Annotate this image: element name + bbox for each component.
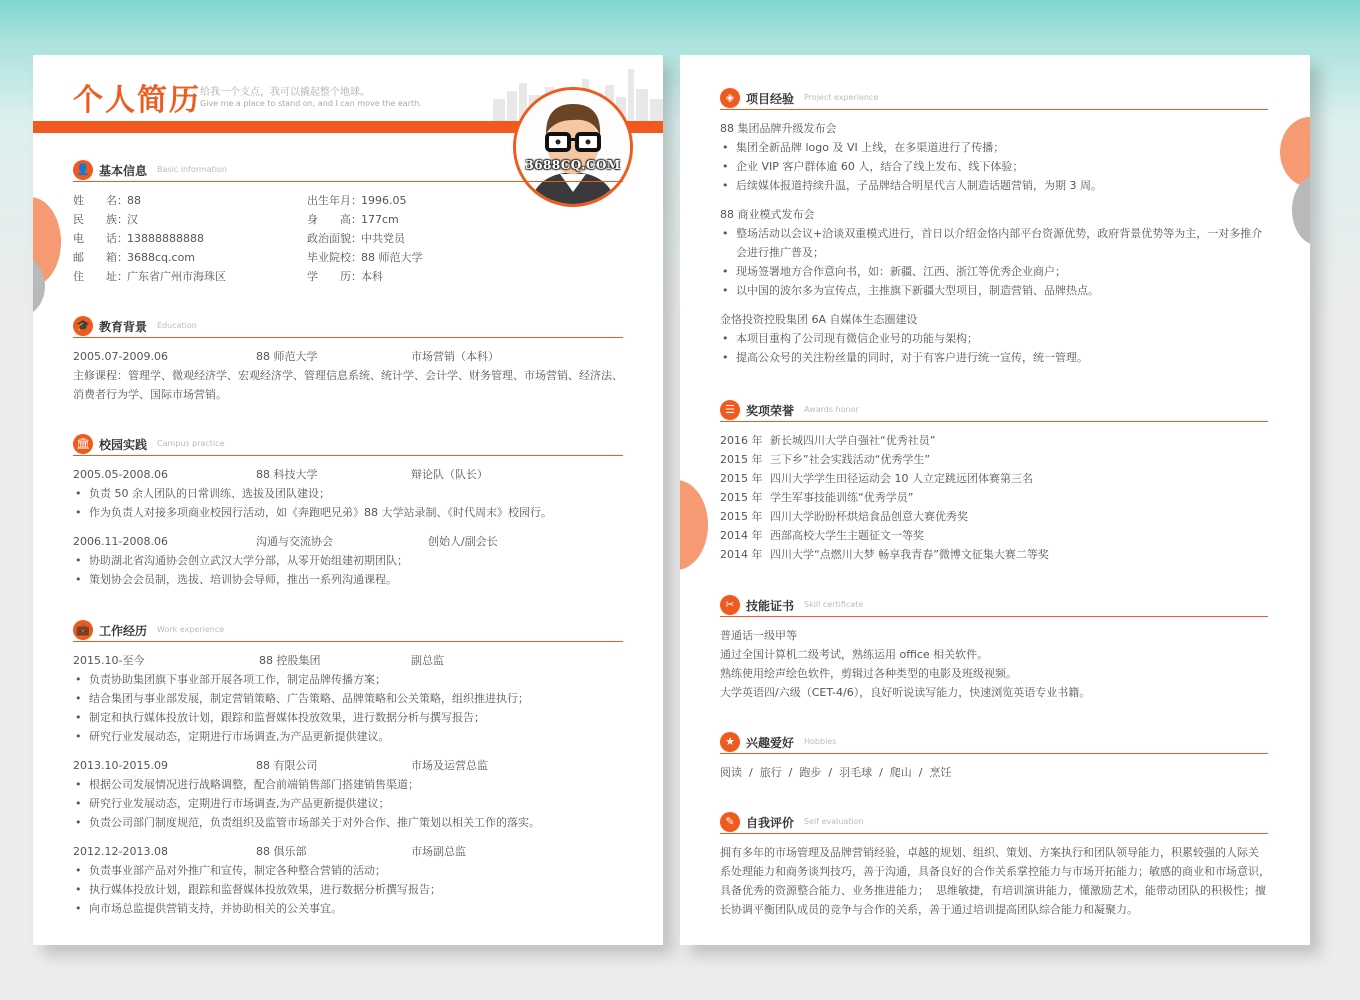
section-header: [73, 434, 623, 456]
section-skills: [720, 595, 1268, 702]
section-subtitle: Self evaluation: [804, 817, 864, 826]
list-item: • 现场签署地方合作意向书，如：新疆、江西、浙江等优秀企业商户；: [720, 262, 1280, 281]
list-item: • 本项目重构了公司现有微信企业号的功能与架构；: [720, 329, 1280, 348]
section-subtitle: Basic information: [157, 165, 227, 174]
project-name: 88 商业模式发布会: [720, 208, 815, 221]
list-item: • 企业 VIP 客户群体逾 60 人，结合了线上发布、线下体验；: [720, 157, 1280, 176]
skill-line: 熟练使用绘声绘色软件，剪辑过各种类型的电影及班级视频。: [720, 667, 1017, 680]
section-campus-practice: [73, 434, 623, 589]
motto-chinese: 给我一个支点，我可以撬起整个地球。: [200, 87, 370, 98]
section-title: 基本信息: [99, 164, 148, 178]
list-item: • 根据公司发展情况进行战略调整，配合前端销售部门搭建销售渠道；: [73, 775, 623, 794]
graduation-cap-icon: 🎓: [73, 316, 93, 336]
info-school: 毕业院校：88 师范大学: [307, 251, 423, 264]
list-item: • 集团全新品牌 logo 及 VI 上线，在多渠道进行了传播；: [720, 138, 1280, 157]
campus-entry-header: 2006.11-2008.06 沟通与交流协会 创始人/副会长: [73, 535, 498, 548]
award-row: 2014 年 西部高校大学生主题征文一等奖: [720, 529, 924, 542]
award-row: 2016 年 新长城四川大学自强社“优秀社员”: [720, 434, 936, 447]
section-subtitle: Hobbies: [804, 737, 837, 746]
work-entry-header: 2013.10-2015.09 88 有限公司 市场及运营总监: [73, 759, 488, 772]
section-title: 项目经验: [746, 92, 795, 106]
section-header: [73, 160, 623, 182]
decorative-circle: [1280, 117, 1310, 187]
section-title: 兴趣爱好: [746, 736, 795, 750]
section-header: [720, 595, 1268, 617]
building-icon: 🏛: [73, 434, 93, 454]
list-item-continuation: 会进行推广普及；: [736, 246, 824, 259]
info-ethnicity: 民 族：汉: [73, 213, 138, 226]
info-political: 政治面貌：中共党员: [307, 232, 405, 245]
resume-title: 个人简历: [73, 83, 201, 118]
section-header: [720, 400, 1268, 422]
list-item: • 作为负责人对接多项商业校园行活动，如《奔跑吧兄弟》88 大学站录制、《时代周末》校园行。: [73, 503, 623, 522]
section-basic-info: [73, 160, 623, 291]
award-row: 2015 年 学生军事技能训练“优秀学员”: [720, 491, 914, 504]
courses-line: 主修课程：管理学、微观经济学、宏观经济学、管理信息系统、统计学、会计学、财务管理、市场营销、经济法、: [73, 369, 623, 382]
section-subtitle: Awards honor: [804, 405, 859, 414]
certificate-icon: ☰: [720, 400, 740, 420]
section-header: [73, 316, 623, 338]
decorative-circle: [1292, 175, 1310, 245]
work-entry-header: 2012.12-2013.08 88 俱乐部 市场副总监: [73, 845, 466, 858]
section-title: 教育背景: [99, 320, 148, 334]
section-title: 自我评价: [746, 816, 795, 830]
section-header: [73, 620, 623, 642]
work-entry-header: 2015.10-至今 88 控股集团 副总监: [73, 654, 444, 667]
resume-page-right: [680, 55, 1310, 945]
award-row: 2015 年 四川大学盼盼杯烘焙食品创意大赛优秀奖: [720, 510, 968, 523]
list-item: • 结合集团与事业部发展，制定营销策略、广告策略、品牌策略和公关策略，组织推进执行；: [73, 689, 623, 708]
section-awards: [720, 400, 1268, 564]
list-item: • 执行媒体投放计划，跟踪和监督媒体投放效果，进行数据分析撰写报告；: [73, 880, 623, 899]
info-birth: 出生年月：1996.05: [307, 194, 407, 207]
briefcase-icon: 💼: [73, 620, 93, 640]
basic-info-grid: [73, 191, 623, 291]
section-subtitle: Project experience: [804, 93, 879, 102]
motto-english: Give me a place to stand on, and I can move the earth.: [200, 99, 422, 108]
decorative-circle: [680, 480, 708, 570]
info-degree: 学 历：本科: [307, 270, 383, 283]
self-evaluation-line: 具备优秀的资源整合能力、业务推进能力； 思维敏捷，有培训演讲能力，懂激励艺术，能带动团队的积极性；擅: [720, 884, 1266, 897]
section-title: 校园实践: [99, 438, 148, 452]
tools-icon: ✂: [720, 595, 740, 615]
section-header: [720, 88, 1268, 110]
award-row: 2014 年 四川大学“点燃川大梦 畅享我青春”微博文征集大赛二等奖: [720, 548, 1049, 561]
education-row: 2005.07-2009.06 88 师范大学 市场营销（本科）: [73, 350, 499, 363]
list-item: • 研究行业发展动态，定期进行市场调查,为产品更新提供建议。: [73, 727, 623, 746]
campus-entry-header: 2005.05-2008.06 88 科技大学 辩论队（队长）: [73, 468, 488, 481]
award-row: 2015 年 四川大学学生田径运动会 10 人立定跳远团体赛第三名: [720, 472, 1033, 485]
section-education: [73, 316, 623, 404]
self-evaluation-line: 系处理能力和商务谈判技巧，善于沟通，具备良好的合作关系掌控能力与市场开拓能力；敏感的商业和市场意识，: [720, 865, 1270, 878]
section-projects: [720, 88, 1280, 367]
list-item: • 负责 50 余人团队的日常训练、选拔及团队建设；: [73, 484, 623, 503]
list-item: • 向市场总监提供营销支持，并协助相关的公关事宜。: [73, 899, 623, 918]
info-phone: 电 话：13888888888: [73, 232, 204, 245]
list-item: • 整场活动以会议+洽谈双重模式进行，首日以介绍金恪内部平台资源优势，政府背景优势等为主，一对多推介: [720, 224, 1280, 243]
list-item: • 负责协助集团旗下事业部开展各项工作，制定品牌传播方案；: [73, 670, 623, 689]
list-item: • 以中国的波尔多为宣传点，主推旗下新疆大型项目，制造营销、品牌热点。: [720, 281, 1280, 300]
hobbies-line: 阅读 / 旅行 / 跑步 / 羽毛球 / 爬山 / 烹饪: [720, 766, 952, 779]
section-header: [720, 732, 1268, 754]
section-hobbies: [720, 732, 1268, 782]
section-subtitle: Work experience: [157, 625, 225, 634]
list-item: • 制定和执行媒体投放计划，跟踪和监督媒体投放效果，进行数据分析与撰写报告；: [73, 708, 623, 727]
info-height: 身 高：177cm: [307, 213, 399, 226]
skill-line: 通过全国计算机二级考试，熟练运用 office 相关软件。: [720, 648, 989, 661]
list-item: • 协助湖北省沟通协会创立武汉大学分部，从零开始组建初期团队；: [73, 551, 623, 570]
info-name: 姓 名：88: [73, 194, 141, 207]
info-address: 住 址：广东省广州市海珠区: [73, 270, 226, 283]
project-name: 金恪投资控股集团 6A 自媒体生态圈建设: [720, 313, 918, 326]
star-icon: ★: [720, 732, 740, 752]
self-evaluation-line: 长协调平衡团队成员的竞争与合作的关系，善于通过培训提高团队综合能力和凝聚力。: [720, 903, 1138, 916]
list-item: • 提高公众号的关注粉丝量的同时，对于有客户进行统一宣传，统一管理。: [720, 348, 1280, 367]
section-work-experience: [73, 620, 623, 918]
skill-line: 大学英语四/六级（CET-4/6），良好听说读写能力，快速浏览英语专业书籍。: [720, 686, 1091, 699]
section-subtitle: Skill certificate: [804, 600, 864, 609]
person-icon: 👤: [73, 160, 93, 180]
section-subtitle: Campus practice: [157, 439, 225, 448]
project-name: 88 集团品牌升级发布会: [720, 122, 837, 135]
resume-page-left: [33, 55, 663, 945]
list-item: • 策划协会会员制，选拔、培训协会导师，推出一系列沟通课程。: [73, 570, 623, 589]
list-item: • 后续媒体报道持续升温，子品牌结合明星代言人制造话题营销，为期 3 周。: [720, 176, 1280, 195]
section-title: 奖项荣誉: [746, 404, 795, 418]
section-subtitle: Education: [157, 321, 197, 330]
layers-icon: ◈: [720, 88, 740, 108]
section-self-evaluation: [720, 812, 1268, 919]
self-evaluation-line: 拥有多年的市场管理及品牌营销经验，卓越的规划、组织、策划、方案执行和团队领导能力，积累较强的人际关: [720, 846, 1259, 859]
list-item: • 负责公司部门制度规范，负责组织及监管市场部关于对外合作、推广策划以相关工作的落实。: [73, 813, 623, 832]
courses-line: 消费者行为学、国际市场营销。: [73, 388, 227, 401]
award-row: 2015 年 三下乡”社会实践活动“优秀学生”: [720, 453, 931, 466]
skill-line: 普通话一级甲等: [720, 629, 797, 642]
edit-icon: ✎: [720, 812, 740, 832]
info-email: 邮 箱：3688cq.com: [73, 251, 196, 264]
list-item: • 负责事业部产品对外推广和宣传，制定各种整合营销的活动；: [73, 861, 623, 880]
section-header: [720, 812, 1268, 834]
section-title: 工作经历: [99, 624, 148, 638]
list-item: • 研究行业发展动态，定期进行市场调查,为产品更新提供建议；: [73, 794, 623, 813]
section-title: 技能证书: [746, 599, 795, 613]
watermark-text: 3688CQ.COM: [525, 158, 621, 172]
